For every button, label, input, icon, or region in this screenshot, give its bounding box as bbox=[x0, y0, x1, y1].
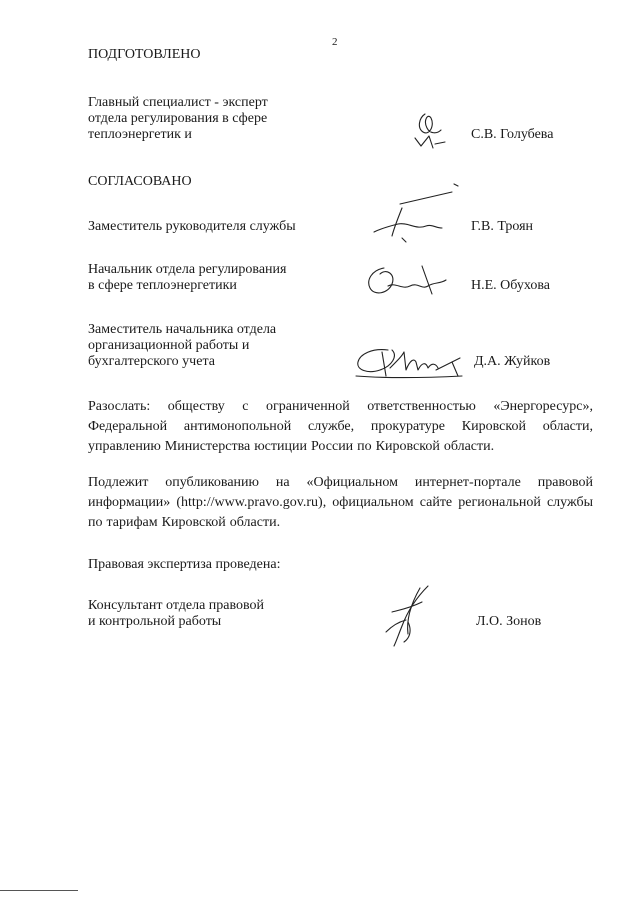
footnote-separator bbox=[0, 890, 78, 891]
agreed-signer-position-line: Заместитель руководителя службы bbox=[88, 219, 296, 234]
prepared-heading: ПОДГОТОВЛЕНО bbox=[88, 47, 201, 62]
legal-review-name: Л.О. Зонов bbox=[476, 614, 542, 629]
prepared-position-line: теплоэнергетик и bbox=[88, 127, 192, 142]
prepared-position-line: отдела регулирования в сфере bbox=[88, 111, 268, 126]
signature-obukhova bbox=[362, 254, 452, 304]
agreed-signer-name: Д.А. Жуйков bbox=[474, 354, 551, 369]
page-number: 2 bbox=[332, 36, 338, 48]
signature-troyan bbox=[372, 178, 462, 248]
agreed-signer-position-line: Заместитель начальника отдела bbox=[88, 322, 277, 337]
agreed-signer-position-line: в сфере теплоэнергетики bbox=[88, 278, 237, 293]
legal-review-position-line: Консультант отдела правовой bbox=[88, 598, 265, 613]
agreed-signer-position-line: бухгалтерского учета bbox=[88, 354, 215, 369]
publication-paragraph: Подлежит опубликованию на «Официальном интернет-портале правовой информации» (http://www.pravo.gov.ru), официальном сайте региональной службы по тарифам Кировской области. bbox=[88, 475, 593, 530]
agreed-heading: СОГЛАСОВАНО bbox=[88, 174, 192, 189]
agreed-signer-position-line: организационной работы и bbox=[88, 338, 250, 353]
legal-review-position-line: и контрольной работы bbox=[88, 614, 222, 629]
signature-zonov bbox=[378, 582, 438, 650]
signature-golubeva bbox=[405, 108, 455, 158]
agreed-signer-position-line: Начальник отдела регулирования bbox=[88, 262, 287, 277]
signature-zhuikov bbox=[352, 340, 472, 382]
distribution-paragraph: Разослать: обществу с ограниченной ответственностью «Энергоресурс», Федеральной антимонопольной службе, прокуратуре Кировской области, управлению Министерства юстиции России по Кировской области. bbox=[88, 399, 593, 454]
agreed-signer-name: Н.Е. Обухова bbox=[471, 278, 550, 293]
prepared-name: С.В. Голубева bbox=[471, 127, 554, 142]
legal-review-heading: Правовая экспертиза проведена: bbox=[88, 557, 281, 572]
agreed-signer-name: Г.В. Троян bbox=[471, 219, 534, 234]
prepared-position-line: Главный специалист - эксперт bbox=[88, 95, 268, 110]
